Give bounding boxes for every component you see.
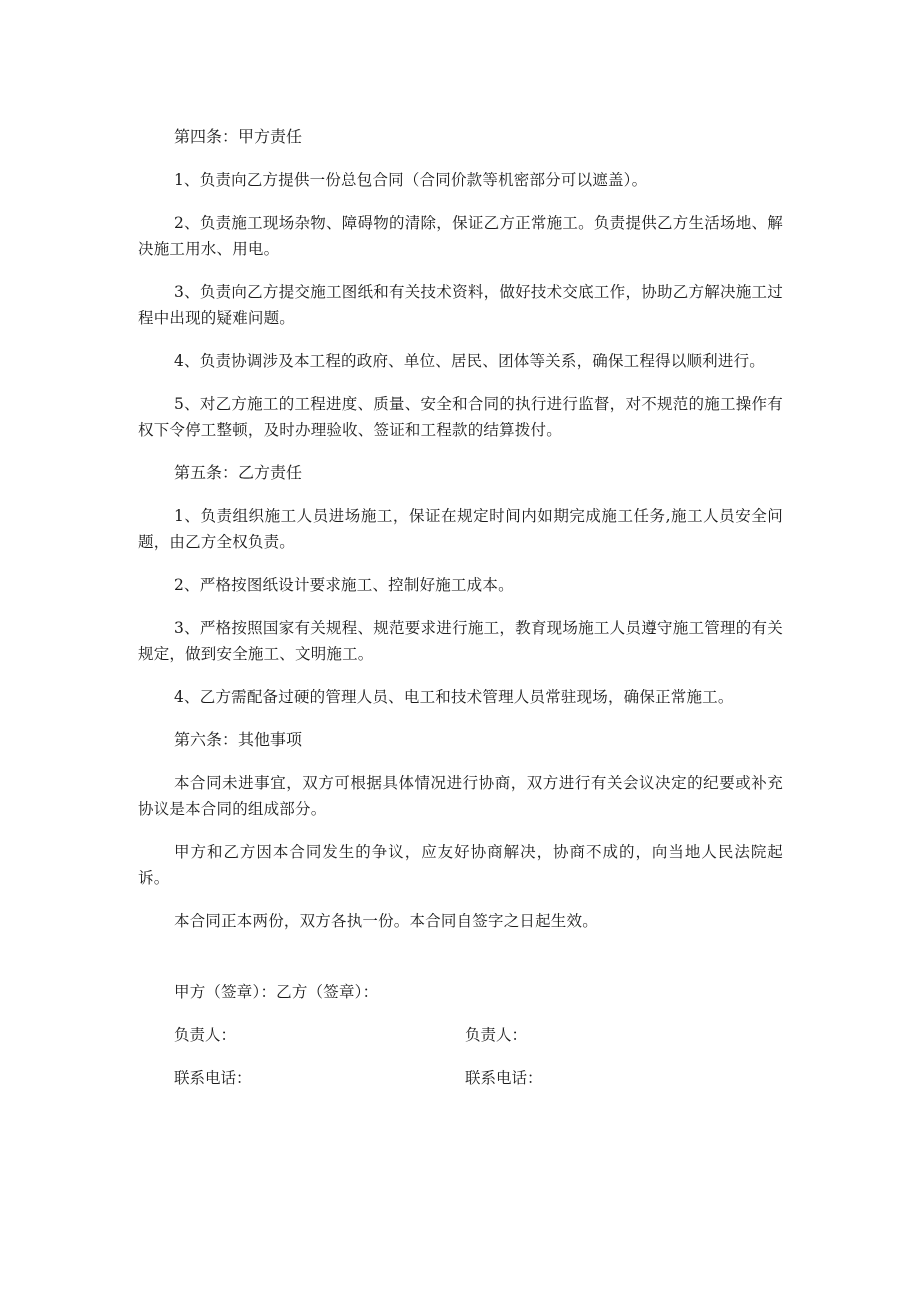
section-5-item-3: 3、严格按照国家有关规程、规范要求进行施工，教育现场施工人员遵守施工管理的有关规定，做到安全施工、文明施工。	[138, 619, 783, 663]
section-6-item-1: 本合同未进事宜，双方可根据具体情况进行协商，双方进行有关会议决定的纪要或补充协议是本合同的组成部分。	[138, 774, 783, 818]
phone-left-label: 联系电话：	[174, 1069, 252, 1087]
signature-person-row	[138, 1022, 783, 1048]
phone-right-label: 联系电话：	[465, 1069, 543, 1087]
section-5-item-2: 2、严格按图纸设计要求施工、控制好施工成本。	[174, 576, 514, 594]
signature-parties: 甲方（签章）：乙方（签章）：	[174, 983, 379, 1001]
section-6-item-2: 甲方和乙方因本合同发生的争议，应友好协商解决，协商不成的，向当地人民法院起诉。	[138, 843, 783, 887]
section-4-item-3: 3、负责向乙方提交施工图纸和有关技术资料，做好技术交底工作，协助乙方解决施工过程中出现的疑难问题。	[138, 283, 783, 327]
contract-page	[138, 124, 783, 1108]
section-4-item-1: 1、负责向乙方提供一份总包合同（合同价款等机密部分可以遮盖）。	[174, 171, 648, 189]
section-4-item-2: 2、负责施工现场杂物、障碍物的清除，保证乙方正常施工。负责提供乙方生活场地、解决施工用水、用电。	[138, 214, 783, 258]
signature-phone-row	[138, 1065, 783, 1091]
section-5-item-1: 1、负责组织施工人员进场施工，保证在规定时间内如期完成施工任务,施工人员安全问题，由乙方全权负责。	[138, 507, 783, 551]
person-left-label: 负责人：	[174, 1026, 237, 1044]
section-6-title: 第六条：其他事项	[174, 730, 303, 749]
section-6-item-3: 本合同正本两份，双方各执一份。本合同自签字之日起生效。	[174, 912, 598, 930]
signature-spacer	[138, 951, 783, 979]
section-4-item-4: 4、负责协调涉及本工程的政府、单位、居民、团体等关系，确保工程得以顺利进行。	[174, 352, 765, 370]
section-4-item-5: 5、对乙方施工的工程进度、质量、安全和合同的执行进行监督，对不规范的施工操作有权下令停工整顿，及时办理验收、签证和工程款的结算拨付。	[138, 395, 783, 439]
person-right-label: 负责人：	[465, 1026, 528, 1044]
section-5-title: 第五条：乙方责任	[174, 463, 303, 482]
section-5-item-4: 4、乙方需配备过硬的管理人员、电工和技术管理人员常驻现场，确保正常施工。	[174, 688, 734, 706]
section-4-title: 第四条：甲方责任	[174, 127, 303, 146]
